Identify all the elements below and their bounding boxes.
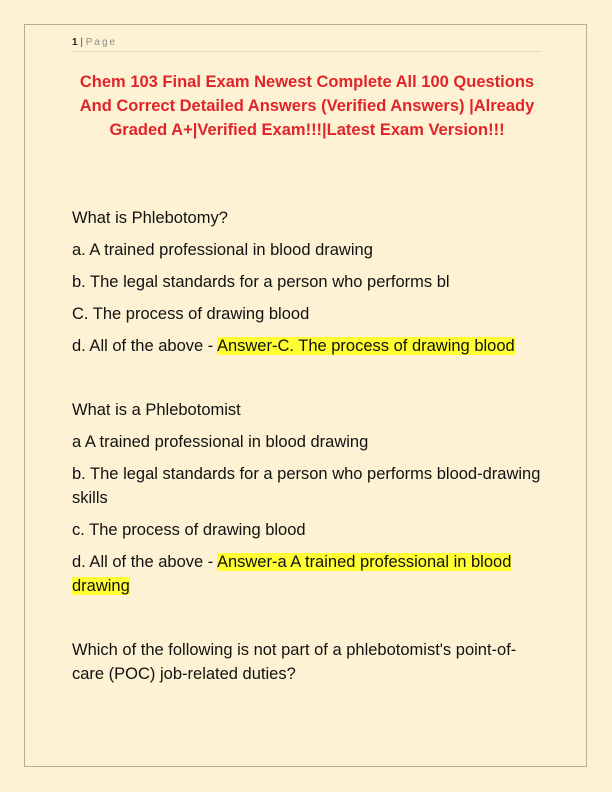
question-text: What is Phlebotomy? (72, 209, 228, 227)
answer-option: b. The legal standards for a person who performs bl (72, 273, 450, 291)
page-header (72, 36, 542, 52)
page-label: Page (85, 37, 118, 48)
answer-option: C. The process of drawing blood (72, 305, 310, 323)
page-separator: | (77, 37, 86, 48)
answer-option-prefix: d. All of the above - (72, 553, 217, 571)
document-title: Chem 103 Final Exam Newest Complete All 100 Questions And Correct Detailed Answers (Verified Answers) |Already Graded A+|Verified Exam!!!|Latest Exam Version!!! (79, 73, 535, 139)
highlighted-answer: Answer-a A trained professional in blood drawing (72, 553, 512, 595)
question-text: Which of the following is not part of a phlebotomist's point-of-care (POC) job-related duties? (72, 641, 517, 683)
answer-option-prefix: d. All of the above - (72, 337, 217, 355)
page-number: 1 (72, 37, 78, 48)
answer-option: b. The legal standards for a person who performs blood-drawing skills (72, 465, 541, 507)
document-body (72, 206, 542, 694)
answer-option: a A trained professional in blood drawing (72, 433, 369, 451)
answer-option-with-answer (72, 550, 542, 598)
question-text: What is a Phlebotomist (72, 401, 241, 419)
answer-option: a. A trained professional in blood drawing (72, 241, 373, 259)
answer-option-with-answer (72, 334, 542, 358)
highlighted-answer: Answer-C. The process of drawing blood (216, 337, 515, 355)
answer-option: c. The process of drawing blood (72, 521, 306, 539)
